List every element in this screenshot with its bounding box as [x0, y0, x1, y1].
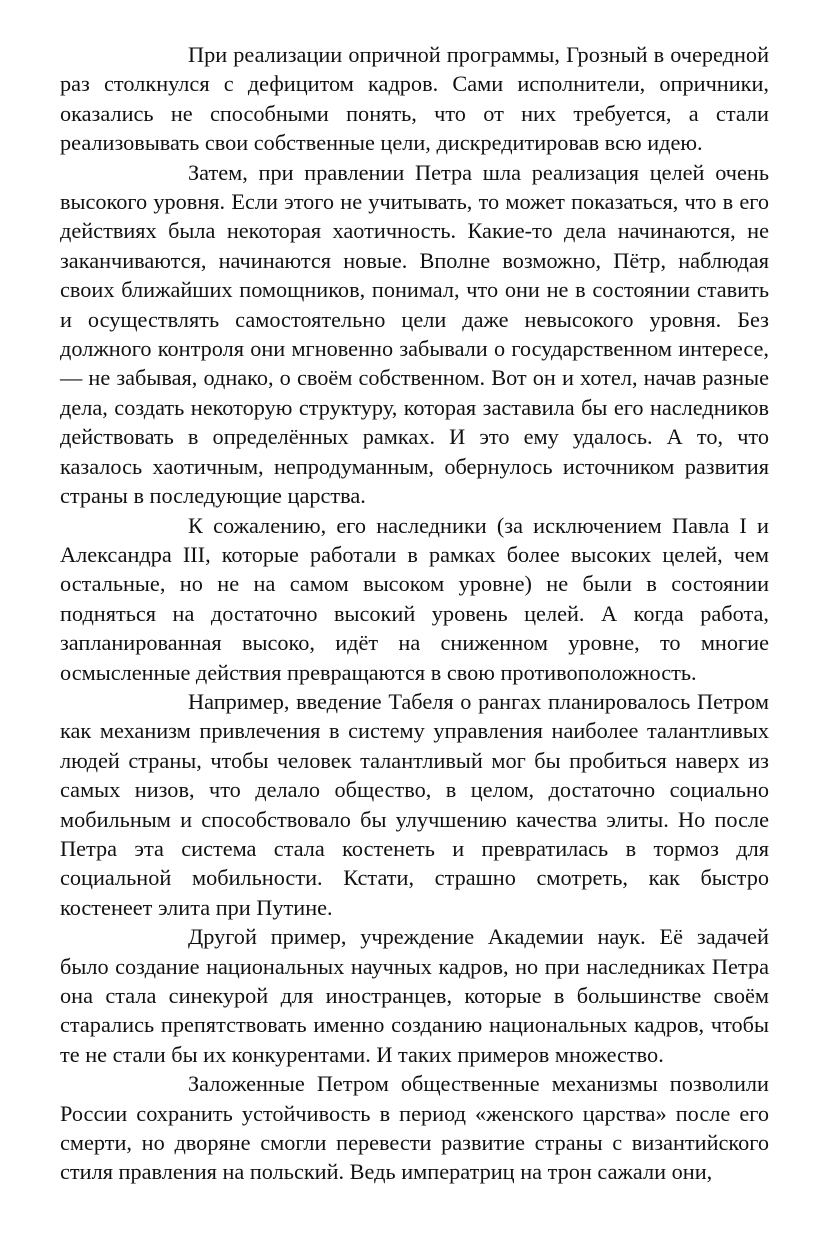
- paragraph-oprichnina: При реализации опричной программы, Грозный в очередной раз столкнулся с дефицитом кадров. Сами исполнители, опричники, оказались не способными понять, что от них требуется, а стали реализовывать свои собственные цели, дискредитировав всю идею.: [60, 42, 769, 156]
- paragraph-academy-of-sciences: Другой пример, учреждение Академии наук. Её задачей было создание национальных научных кадров, но при наследниках Петра она стала синекурой для иностранцев, которые в большинстве своём старались препятствовать именно созданию национальных кадров, чтобы те не стали бы их конкурентами. И таких примеров множество.: [60, 924, 769, 1067]
- paragraph-heirs: К сожалению, его наследники (за исключением Павла I и Александра III, которые работали в рамках более высоких целей, чем остальные, но не на самом высоком уровне) не были в состоянии подняться на достаточно высокий уровень целей. А когда работа, запланированная высоко, идёт на сниженном уровне, то многие осмысленные действия превращаются в свою противоположность.: [60, 512, 769, 685]
- paragraph-peter-reign: Затем, при правлении Петра шла реализация целей очень высокого уровня. Если этого не учитывать, то может показаться, что в его действиях была некоторая хаотичность. Какие-то дела начинаются, не заканчиваются, начинаются новые. Вполне возможно, Пётр, наблюдая своих ближайших помощников, понимал, что они не в состоянии ставить и осуществлять самостоятельно цели даже невысокого уровня. Без должного контроля они мгновенно забывали о государственном интересе, — не забывая, однако, о своём собственном. Вот он и хотел, начав разные дела, создать некоторую структуру, которая заставила бы его наследников действовать в определённых рамках. И это ему удалось. А то, что казалось хаотичным, непродуманным, обернулось источником развития страны в последующие царства.: [60, 159, 769, 509]
- paragraph-table-of-ranks: Например, введение Табеля о рангах планировалось Петром как механизм привлечения в систему управления наиболее талантливых людей страны, чтобы человек талантливый мог бы пробиться наверх из самых низов, что делало общество, в целом, достаточно социально мобильным и способствовало бы улучшению качества элиты. Но после Петра эта система стала костенеть и превратилась в тормоз для социальной мобильности. Кстати, страшно смотреть, как быстро костенеет элита при Путине.: [60, 688, 769, 920]
- paragraph-female-reign: Заложенные Петром общественные механизмы позволили России сохранить устойчивость в период «женского царства» после его смерти, но дворяне смогли перевести развитие страны с византийского стиля правления на польский. Ведь императриц на трон сажали они,: [60, 1071, 769, 1185]
- document-page: [60, 40, 769, 1187]
